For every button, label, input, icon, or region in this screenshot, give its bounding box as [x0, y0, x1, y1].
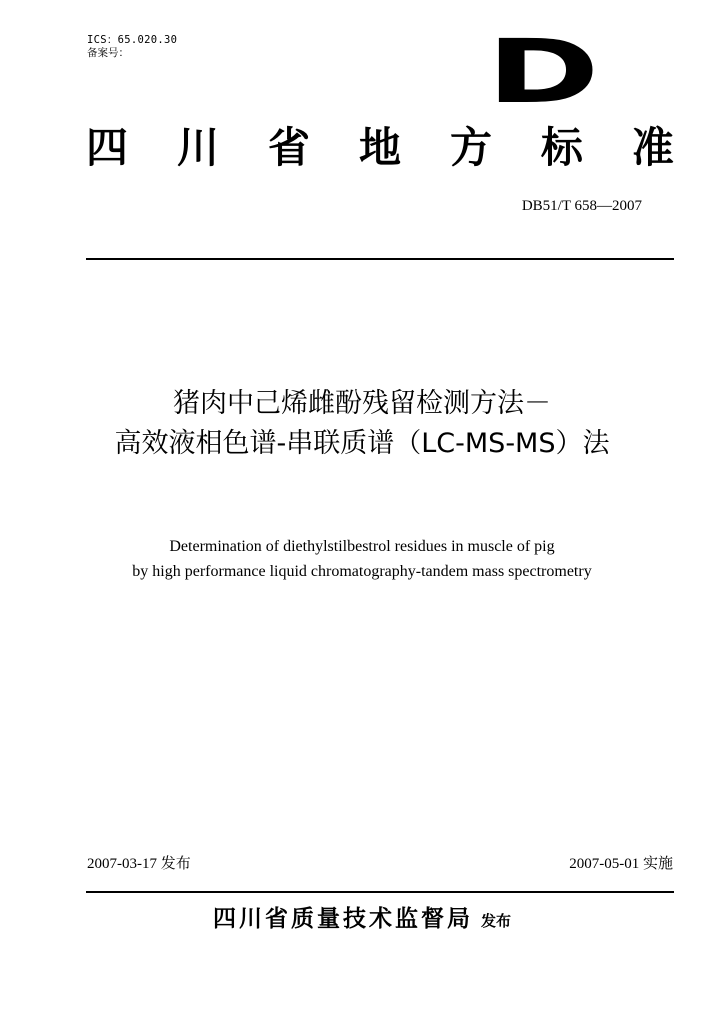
standard-type-char: 川 — [176, 123, 219, 172]
standard-type-char: 四 — [86, 123, 129, 172]
top-divider — [86, 258, 674, 260]
chinese-title-line-1: 猪肉中己烯雌酚残留检测方法－ — [173, 388, 551, 419]
bottom-divider — [86, 891, 674, 893]
standard-logo: D — [486, 20, 600, 123]
issuer-suffix: 发布 — [480, 912, 511, 930]
english-title — [60, 534, 664, 584]
chinese-title — [40, 384, 684, 464]
issue-date: 2007-03-17 发布 — [87, 856, 191, 872]
chinese-title-line-2: 高效液相色谱-串联质谱（LC-MS-MS）法 — [114, 428, 610, 459]
standard-type-char: 标 — [540, 123, 583, 172]
standard-type-char: 方 — [449, 123, 492, 172]
issuer-name: 四川省质量技术监督局 — [212, 906, 473, 932]
standard-type-char: 地 — [358, 123, 401, 172]
english-title-line-2: by high performance liquid chromatography-tandem mass spectrometry — [132, 563, 592, 580]
standard-type-char: 省 — [267, 123, 310, 172]
english-title-line-1: Determination of diethylstilbestrol residues in muscle of pig — [169, 538, 555, 555]
issuer — [0, 900, 724, 933]
implementation-date: 2007-05-01 实施 — [569, 856, 673, 872]
standard-type-char: 准 — [631, 123, 674, 172]
record-number-label: 备案号： — [87, 47, 129, 59]
standard-type-heading — [86, 120, 674, 176]
ics-code: ICS：65.020.30 — [87, 34, 178, 46]
standard-code: DB51/T 658—2007 — [521, 198, 642, 214]
